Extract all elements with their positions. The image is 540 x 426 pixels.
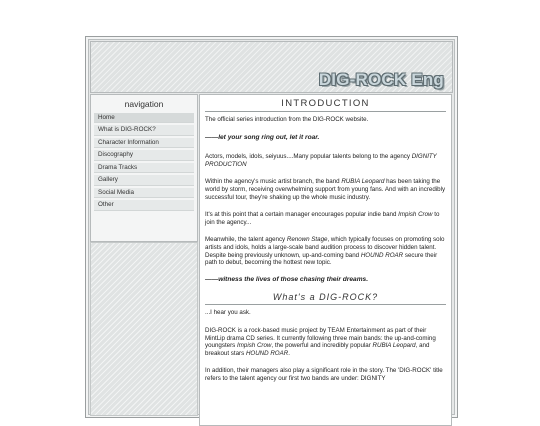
intro-paragraph-2: Actors, models, idols, seiyuus....Many popular talents belong to the agency DIGNITY PRODUCTION <box>205 153 437 168</box>
intro-paragraph-1: The official series introduction from the DIG-ROCK website. <box>205 116 369 123</box>
main-content <box>199 94 452 426</box>
nav-item-home[interactable]: Home <box>94 113 194 123</box>
nav-item-social-media[interactable]: Social Media <box>94 188 194 198</box>
tagline-2: ——witness the lives of those chasing their dreams. <box>205 275 369 283</box>
sidebar-decoration <box>90 242 198 416</box>
tagline-1: ——let your song ring out, let it roar. <box>205 133 320 141</box>
whats-paragraph-2: DIG-ROCK is a rock-based music project by TEAM Entertainment as part of their MintLip drama CD series. It currently following three main bands: the up-and-coming youngsters Impish Crow, the powerful and incredibly popular RUBIA Leopard, and breakout stars HOUND ROAR. <box>205 326 436 357</box>
nav-item-other[interactable]: Other <box>94 200 194 210</box>
intro-paragraph-3: Within the agency's music artist branch, the band RUBIA Leopard has been taking the world by storm, receiving overwhelming support from young fans. And with an incredibly successful tour, they're shaking up the whole music industry. <box>205 178 446 201</box>
whats-paragraph-3: In addition, their managers also play a significant role in the story. The 'DIG-ROCK' title refers to the talent agency our first two bands are under: DIGNITY <box>205 367 443 382</box>
page-frame <box>85 36 458 418</box>
introduction-heading: INTRODUCTION <box>205 98 446 112</box>
whats-dig-rock-heading: What's a DIG-ROCK? <box>205 292 446 305</box>
nav-item-character-information[interactable]: Character Information <box>94 138 194 148</box>
nav-list <box>94 113 194 211</box>
whats-paragraph-1: ...I hear you ask. <box>205 309 251 317</box>
nav-item-drama-tracks[interactable]: Drama Tracks <box>94 163 194 173</box>
nav-item-discography[interactable]: Discography <box>94 150 194 160</box>
navigation-sidebar <box>90 94 198 242</box>
site-header <box>90 41 453 93</box>
navigation-title: navigation <box>124 99 164 109</box>
nav-item-gallery[interactable]: Gallery <box>94 175 194 185</box>
intro-paragraph-5: Meanwhile, the talent agency Renown Stage, which typically focuses on promoting solo artists and idols, holds a large-scale band audition process to discover hidden talent. Despite being previously unknown, up-and-coming band HOUND ROAR secure their path to debut, becoming the hottest new topic. <box>205 236 445 267</box>
site-logo[interactable]: DIG-ROCK Eng <box>318 70 444 89</box>
intro-paragraph-4: It's at this point that a certain manager encourages popular indie band Impish Crow to join the agency... <box>205 211 440 226</box>
nav-item-what-is-dig-rock[interactable]: What is DIG-ROCK? <box>94 125 194 135</box>
